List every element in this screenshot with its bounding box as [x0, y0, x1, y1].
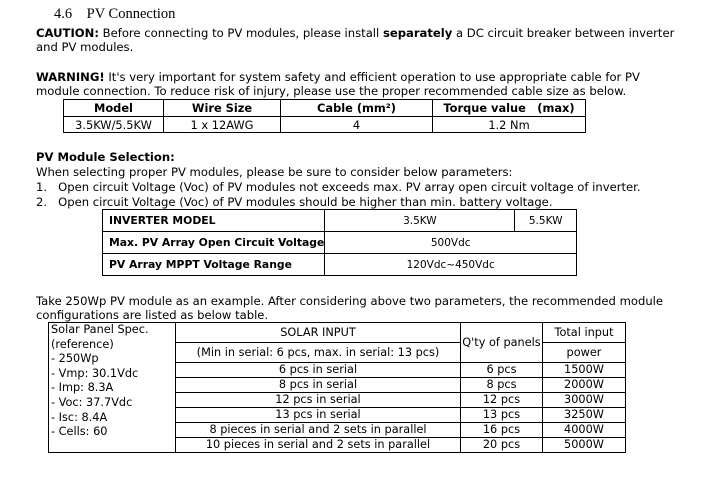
power-header-line-1: Total input: [543, 323, 626, 343]
qty-header: Q'ty of panels: [461, 323, 543, 363]
spec-line: - Voc: 37.7Vdc: [51, 395, 133, 409]
cable-size-table: [63, 99, 586, 133]
spec-line: - Isc: 8.4A: [51, 410, 108, 424]
solar-input-subheader: (Min in serial: 6 pcs, max. in serial: 13 pcs): [176, 343, 461, 363]
cable-table-row: [64, 117, 586, 133]
pv-selection-heading: PV Module Selection:: [36, 150, 175, 164]
config-cell: 8 pcs in serial: [176, 378, 461, 393]
qty-cell: 6 pcs: [461, 363, 543, 378]
pv-selection-item-1: 1. Open circuit Voltage (Voc) of PV modules not exceeds max. PV array open circuit voltage of inverter.: [36, 180, 641, 194]
qty-cell: 20 pcs: [461, 438, 543, 453]
mppt-voltage-label: PV Array MPPT Voltage Range: [103, 254, 325, 276]
power-cell: 2000W: [543, 378, 626, 393]
qty-cell: 8 pcs: [461, 378, 543, 393]
config-cell: 6 pcs in serial: [176, 363, 461, 378]
inverter-model-3-5kw: 3.5KW: [325, 210, 515, 232]
config-cell: 13 pcs in serial: [176, 408, 461, 423]
cable-header-cable: Cable (mm²): [281, 100, 433, 117]
mppt-voltage-value: 120Vdc~450Vdc: [325, 254, 577, 276]
caution-emphasis: separately: [382, 26, 453, 40]
inverter-row-open-circuit: [103, 232, 577, 254]
pv-selection-intro: When selecting proper PV modules, please be sure to consider below parameters:: [36, 165, 513, 179]
spec-line: - Imp: 8.3A: [51, 381, 114, 395]
warning-label: WARNING!: [36, 70, 105, 84]
power-header-line-2: power: [543, 343, 626, 363]
inverter-header-row: [103, 210, 577, 232]
power-cell: 3250W: [543, 408, 626, 423]
example-line-2: configurations are listed as below table.: [36, 308, 269, 322]
pv-selection-item-2: 2. Open circuit Voltage (Voc) of PV modules should be higher than min. battery voltage.: [36, 195, 553, 209]
section-heading: [54, 6, 175, 23]
cable-header-model: Model: [64, 100, 164, 117]
qty-cell: 12 pcs: [461, 393, 543, 408]
cable-cell-torque: 1.2 Nm: [433, 117, 586, 133]
open-circuit-voltage-value: 500Vdc: [325, 232, 577, 254]
caution-line-1: CAUTION: Before connecting to PV modules, please install separately a DC circuit breaker between inverter: [36, 26, 675, 40]
cable-cell-model: 3.5KW/5.5KW: [64, 117, 164, 133]
section-number: 4.6: [54, 6, 73, 22]
spec-line: Solar Panel Spec.: [51, 323, 149, 336]
cable-header-torque: Torque value (max): [433, 100, 586, 117]
solar-input-header: SOLAR INPUT: [176, 323, 461, 343]
cable-cell-cable: 4: [281, 117, 433, 133]
config-cell: 8 pieces in serial and 2 sets in parallel: [176, 423, 461, 438]
section-title: PV Connection: [86, 6, 176, 22]
power-cell: 3000W: [543, 393, 626, 408]
cable-header-wire-size: Wire Size: [164, 100, 281, 117]
config-cell: 10 pieces in serial and 2 sets in parallel: [176, 438, 461, 453]
cable-table-header-row: [64, 100, 586, 117]
qty-cell: 13 pcs: [461, 408, 543, 423]
inverter-model-label: INVERTER MODEL: [103, 210, 325, 232]
power-cell: 5000W: [543, 438, 626, 453]
warning-line-1: WARNING! It's very important for system safety and efficient operation to use appropriate cable for PV: [36, 70, 640, 84]
inverter-row-mppt: [103, 254, 577, 276]
spec-line: - Cells: 60: [51, 425, 108, 439]
power-cell: 1500W: [543, 363, 626, 378]
caution-label: CAUTION:: [36, 26, 99, 40]
qty-cell: 16 pcs: [461, 423, 543, 438]
inverter-model-5-5kw: 5.5KW: [515, 210, 577, 232]
spec-line: - 250Wp: [51, 352, 99, 366]
config-cell: 12 pcs in serial: [176, 393, 461, 408]
example-line-1: Take 250Wp PV module as an example. After considering above two parameters, the recommended module: [36, 294, 664, 308]
inverter-spec-table: [102, 209, 577, 276]
power-cell: 4000W: [543, 423, 626, 438]
module-config-table: [48, 322, 626, 453]
warning-line-2: module connection. To reduce risk of injury, please use the proper recommended cable size as below.: [36, 84, 627, 98]
open-circuit-voltage-label: Max. PV Array Open Circuit Voltage: [103, 232, 325, 254]
spec-line: (reference): [51, 337, 114, 351]
config-header-row-1: [49, 323, 626, 343]
caution-line-2: and PV modules.: [36, 40, 134, 54]
cable-cell-wire-size: 1 x 12AWG: [164, 117, 281, 133]
solar-panel-spec-cell: [49, 323, 176, 453]
spec-line: - Vmp: 30.1Vdc: [51, 366, 139, 380]
